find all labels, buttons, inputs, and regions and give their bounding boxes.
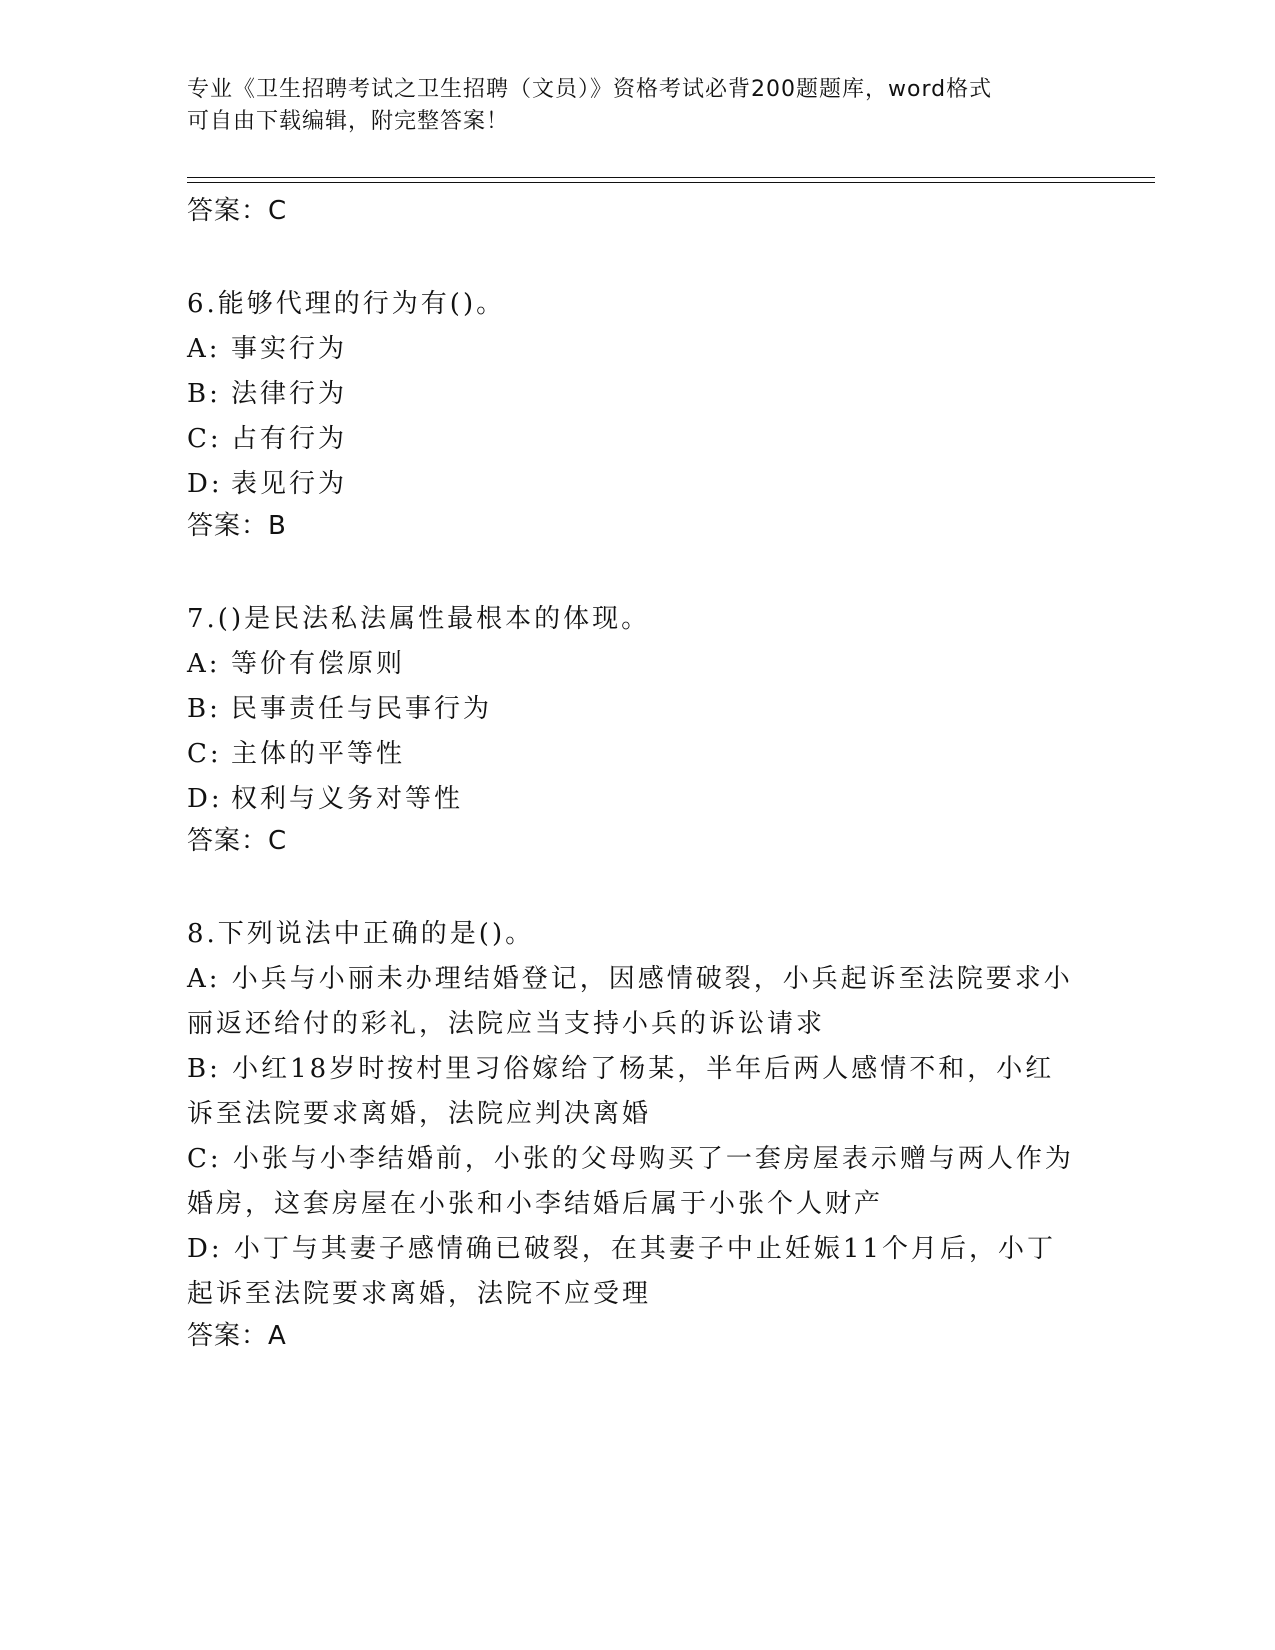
- option-text: 事实行为: [231, 334, 348, 364]
- option-a: [187, 642, 1077, 687]
- answer-label: 答案：C: [187, 196, 288, 226]
- option-text-line: B: 小红18岁时按村里习俗嫁给了杨某，半年后两人感情不和，小红: [187, 1054, 1055, 1084]
- option-c: [187, 417, 1077, 462]
- option-text: 表见行为: [231, 469, 348, 499]
- question-stem: 6.能够代理的行为有()。: [187, 289, 506, 319]
- option-label: C:: [187, 739, 222, 769]
- header-line-1: 专业《卫生招聘考试之卫生招聘（文员）》资格考试必背200题题库，word格式: [187, 77, 993, 102]
- answer-label: 答案：A: [187, 1321, 287, 1351]
- spacer: [187, 860, 1077, 912]
- question-stem: 8.下列说法中正确的是()。: [187, 919, 535, 949]
- header-divider-bottom: [187, 182, 1155, 183]
- option-text-line: 丽返还给付的彩礼，法院应当支持小兵的诉讼请求: [187, 1009, 826, 1039]
- option-label: A:: [187, 649, 221, 679]
- option-label: C:: [187, 424, 222, 454]
- question-6: [187, 282, 1077, 545]
- option-d: [187, 1227, 1077, 1317]
- option-text-line: 诉至法院要求离婚，法院应判决离婚: [187, 1099, 652, 1129]
- answer-label: 答案：B: [187, 511, 287, 541]
- option-text-line: 起诉至法院要求离婚，法院不应受理: [187, 1279, 652, 1309]
- question-7: [187, 597, 1077, 860]
- spacer: [187, 545, 1077, 597]
- option-text: 等价有偿原则: [231, 649, 406, 679]
- option-c: [187, 1137, 1077, 1227]
- option-text: 占有行为: [231, 424, 348, 454]
- option-c: [187, 732, 1077, 777]
- option-text-line: C: 小张与小李结婚前，小张的父母购买了一套房屋表示赠与两人作为: [187, 1144, 1074, 1174]
- question-stem: 7.()是民法私法属性最根本的体现。: [187, 604, 651, 634]
- option-b: [187, 1047, 1077, 1137]
- header-line-2: 可自由下载编辑，附完整答案！: [187, 109, 510, 134]
- document-header: [187, 74, 1067, 138]
- question-list: [187, 192, 1077, 1355]
- option-label: A:: [187, 334, 221, 364]
- option-d: [187, 462, 1077, 507]
- option-label: D:: [187, 469, 223, 499]
- option-text: 法律行为: [231, 379, 348, 409]
- option-b: [187, 687, 1077, 732]
- option-label: D:: [187, 784, 223, 814]
- answer-label: 答案：C: [187, 826, 288, 856]
- option-text: 权利与义务对等性: [231, 784, 464, 814]
- option-text-line: A: 小兵与小丽未办理结婚登记，因感情破裂，小兵起诉至法院要求小: [187, 964, 1073, 994]
- header-divider-top: [187, 177, 1155, 178]
- option-label: B:: [187, 694, 221, 724]
- option-b: [187, 372, 1077, 417]
- option-a: [187, 957, 1077, 1047]
- option-text: 主体的平等性: [231, 739, 406, 769]
- option-d: [187, 777, 1077, 822]
- option-label: B:: [187, 379, 221, 409]
- option-text: 民事责任与民事行为: [231, 694, 493, 724]
- question-8: [187, 912, 1077, 1355]
- option-text-line: 婚房，这套房屋在小张和小李结婚后属于小张个人财产: [187, 1189, 884, 1219]
- spacer: [187, 230, 1077, 282]
- option-a: [187, 327, 1077, 372]
- option-text-line: D: 小丁与其妻子感情确已破裂，在其妻子中止妊娠11个月后，小丁: [187, 1234, 1056, 1264]
